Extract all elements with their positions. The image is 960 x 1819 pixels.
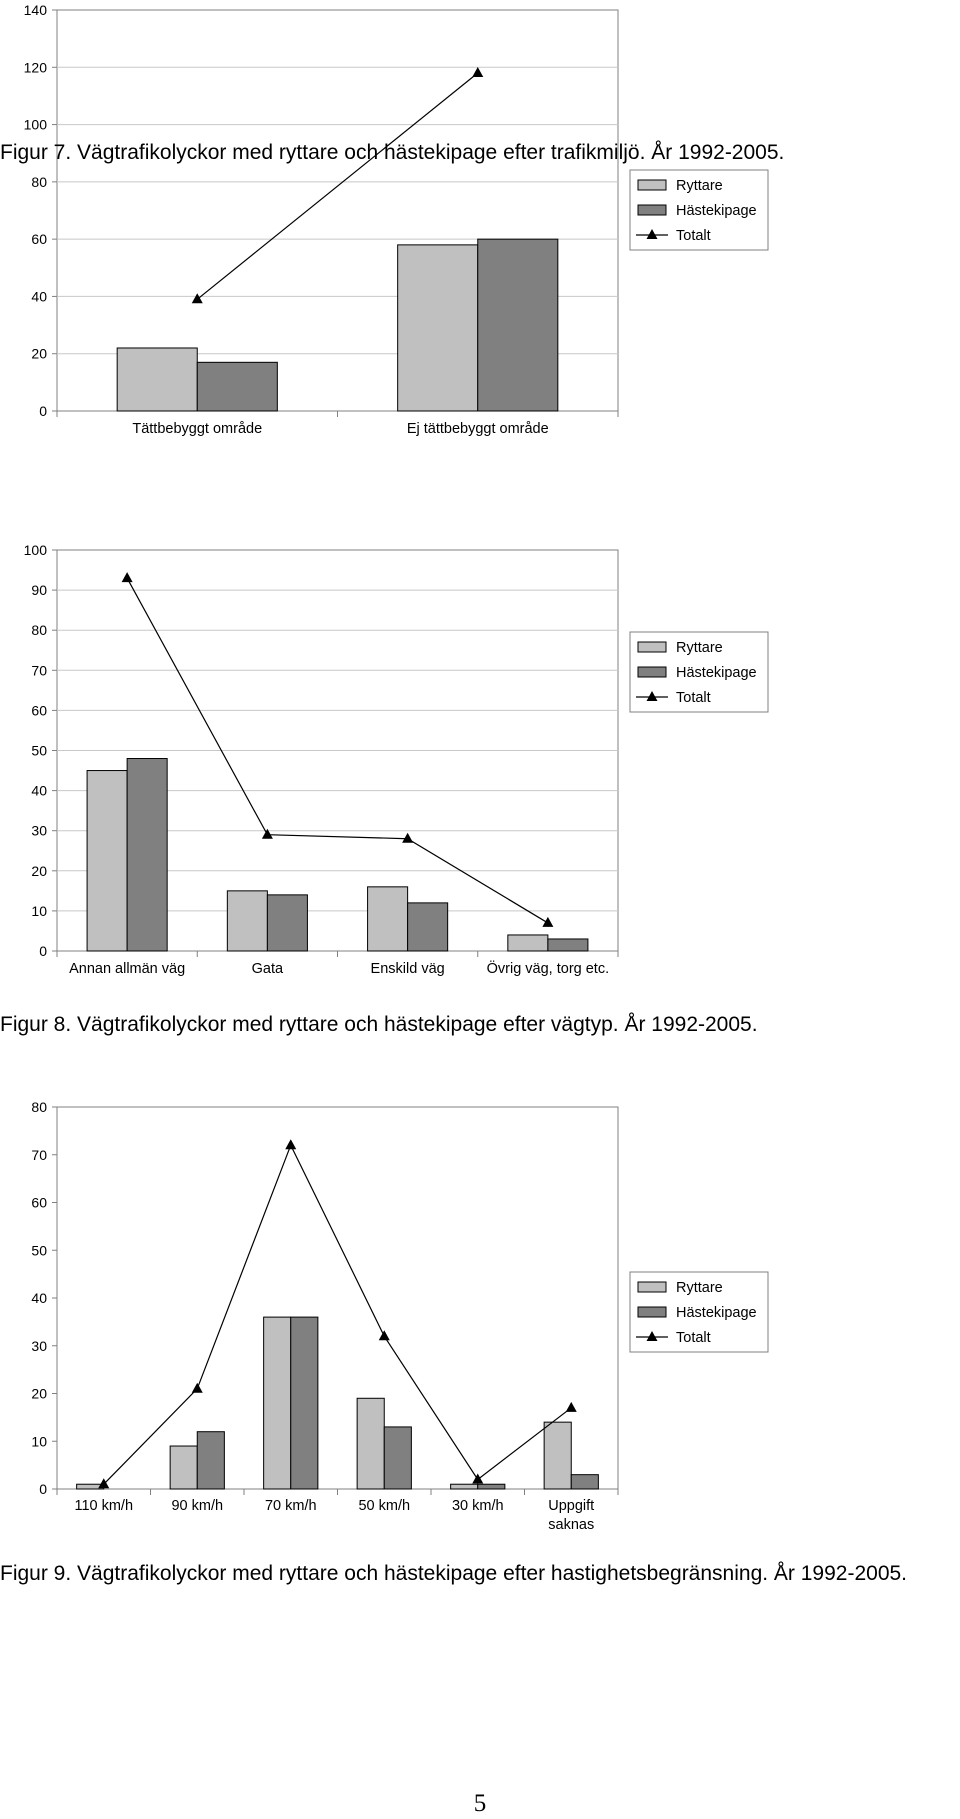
bar-hastekipage [548,939,588,951]
bar-ryttare [544,1422,571,1489]
y-tick-label: 80 [31,173,47,190]
category-label: Övrig väg, torg etc. [486,961,610,977]
y-tick-label: 20 [31,862,47,879]
legend [630,1272,768,1352]
category-label: Annan allmän väg [69,961,186,977]
category-label: Ej tättbebyggt område [406,421,549,437]
y-tick-label: 0 [39,1481,47,1497]
bar-ryttare [398,245,478,411]
y-tick-label: 50 [31,1242,47,1259]
y-tick-label: 10 [31,1433,47,1450]
y-tick-label: 0 [39,403,47,419]
legend-label: Hästekipage [676,203,757,219]
bar-ryttare [264,1317,291,1489]
bar-hastekipage [127,759,167,951]
y-tick-label: 50 [31,742,47,759]
category-label: 50 km/h [358,1498,411,1514]
chart-vagtyp [0,540,960,1000]
category-label: 90 km/h [171,1498,224,1514]
category-label: Gata [251,961,284,977]
legend-swatch [638,205,666,215]
bar-hastekipage [291,1317,318,1489]
bar-ryttare [87,771,127,951]
y-tick-label: 120 [23,59,47,76]
y-tick-label: 70 [31,662,47,679]
bar-ryttare [227,891,267,951]
legend [630,170,768,250]
category-label: Tättbebyggt område [132,421,263,437]
bar-hastekipage [478,1484,505,1489]
figure-7-caption: Figur 7. Vägtrafikolyckor med ryttare och hästekipage efter trafikmiljö. År 1992-2005. [0,141,785,164]
y-tick-label: 80 [31,622,47,639]
y-tick-label: 60 [31,231,47,248]
y-tick-label: 80 [31,1099,47,1115]
legend-swatch [638,667,666,677]
bar-hastekipage [478,239,558,411]
y-tick-label: 70 [31,1146,47,1163]
bar-ryttare [368,887,408,951]
legend-label: Totalt [676,1330,711,1346]
legend-label: Ryttare [676,640,723,656]
bar-ryttare [357,1398,384,1489]
legend-label: Hästekipage [676,665,757,681]
legend-label: Ryttare [676,1280,723,1296]
bar-hastekipage [197,362,277,411]
y-tick-label: 60 [31,1194,47,1211]
y-tick-label: 40 [31,1290,47,1306]
figure-8-caption: Figur 8. Vägtrafikolyckor med ryttare och hästekipage efter vägtyp. År 1992-2005. [0,1013,758,1036]
bar-ryttare [117,348,197,411]
y-tick-label: 140 [23,2,47,18]
legend-label: Totalt [676,228,711,244]
bar-hastekipage [408,903,448,951]
legend-label: Totalt [676,690,711,706]
figure-9-caption: Figur 9. Vägtrafikolyckor med ryttare och hästekipage efter hastighetsbegränsning. År 1992-2005. [0,1562,908,1585]
y-tick-label: 20 [31,345,47,362]
bar-hastekipage [267,895,307,951]
category-label: 110 km/h [74,1498,134,1514]
y-tick-label: 100 [23,116,47,133]
y-tick-label: 60 [31,702,47,719]
bar-ryttare [508,935,548,951]
y-tick-label: 40 [31,288,47,305]
chart-hastighetsbegransning [0,1080,960,1560]
plot-area [57,1107,618,1489]
y-tick-label: 0 [39,943,47,959]
category-label: 70 km/h [264,1498,317,1514]
y-tick-label: 10 [31,902,47,919]
y-tick-label: 30 [31,822,47,839]
y-tick-label: 40 [31,782,47,799]
legend-swatch [638,180,666,190]
category-label: Enskild väg [370,961,445,977]
y-tick-label: 90 [31,582,47,599]
chart-trafikmiljo [0,0,960,450]
legend-label: Ryttare [676,178,723,194]
page-number: 5 [473,1790,487,1817]
legend-swatch [638,1307,666,1317]
bar-hastekipage [197,1432,224,1489]
y-tick-label: 20 [31,1385,47,1402]
y-tick-label: 100 [23,542,47,558]
bar-hastekipage [571,1475,598,1489]
legend-swatch [638,642,666,652]
legend-label: Hästekipage [676,1305,757,1321]
bar-ryttare [451,1484,478,1489]
y-tick-label: 30 [31,1337,47,1354]
bar-ryttare [170,1446,197,1489]
bar-hastekipage [384,1427,411,1489]
legend [630,632,768,712]
legend-swatch [638,1282,666,1292]
category-label: Uppgift saknas [548,1498,595,1533]
category-label: 30 km/h [451,1498,504,1514]
